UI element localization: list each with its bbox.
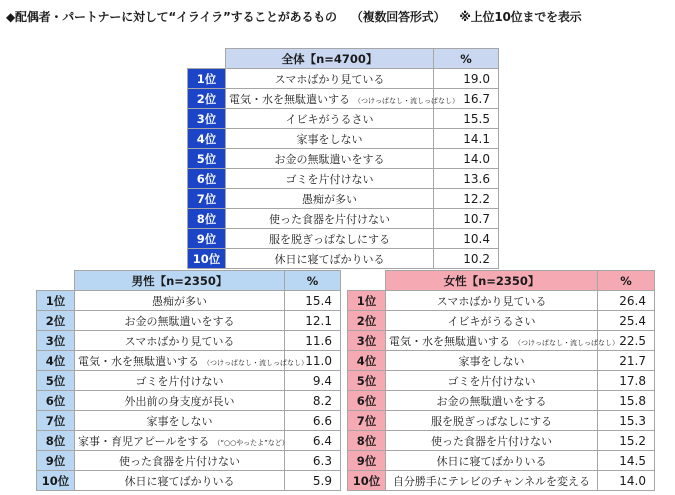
item-label: 使った食器を片付けない — [119, 454, 240, 468]
item-label: 服を脱ぎっぱなしにする — [431, 414, 552, 428]
rank-cell: 4位 — [188, 129, 226, 149]
value-cell: 12.1 — [285, 311, 341, 331]
item-label: ゴミを片付けない — [135, 374, 224, 388]
rank-cell: 5位 — [37, 371, 75, 391]
value-cell: 11.0 — [285, 351, 341, 371]
item-note: （つけっぱなし・流しっぱなし） — [203, 358, 308, 367]
table-row — [188, 109, 499, 129]
ranking-table-male — [36, 270, 341, 491]
item-label: お金の無駄遣いをする — [274, 152, 385, 166]
item-label: 使った食器を片付けない — [269, 212, 390, 226]
table-row — [37, 471, 341, 491]
table-row — [348, 331, 655, 351]
item-label: 愚痴が多い — [152, 294, 207, 308]
table-row — [188, 229, 499, 249]
header-label: 男性【n=2350】 — [75, 271, 285, 291]
rank-cell: 4位 — [348, 351, 386, 371]
table-row — [37, 351, 341, 371]
value-cell: 12.2 — [434, 189, 499, 209]
item-label: 電気・水を無駄遣いする — [229, 92, 350, 106]
item-label: ゴミを片付けない — [447, 374, 536, 388]
rank-cell: 3位 — [37, 331, 75, 351]
value-cell: 15.4 — [285, 291, 341, 311]
table-row — [348, 431, 655, 451]
item-cell — [75, 311, 285, 331]
header-spacer — [348, 271, 386, 291]
item-cell — [75, 331, 285, 351]
item-label: 自分勝手にテレビのチャンネルを変える — [392, 474, 591, 488]
table-row — [188, 69, 499, 89]
item-note: （つけっぱなし・流しっぱなし） — [514, 338, 619, 347]
item-label: お金の無駄遣いをする — [436, 394, 547, 408]
item-label: 休日に寝てばかりいる — [124, 474, 235, 488]
table-row — [37, 331, 341, 351]
rank-cell: 3位 — [348, 331, 386, 351]
item-cell — [386, 451, 598, 471]
item-label: 家事をしない — [146, 414, 213, 428]
header-value: % — [285, 271, 341, 291]
item-label: 休日に寝てばかりいる — [274, 252, 385, 266]
value-cell: 5.9 — [285, 471, 341, 491]
item-cell — [386, 331, 619, 351]
value-cell: 21.7 — [598, 351, 655, 371]
item-cell — [226, 209, 434, 229]
item-cell — [386, 391, 598, 411]
item-cell — [386, 411, 598, 431]
value-cell: 26.4 — [598, 291, 655, 311]
header-row — [37, 271, 341, 291]
ranking-table-all — [187, 48, 499, 269]
item-cell — [226, 189, 434, 209]
rank-cell: 1位 — [188, 69, 226, 89]
header-row — [188, 49, 499, 69]
item-cell — [75, 391, 285, 411]
item-cell — [75, 411, 285, 431]
table-row — [37, 451, 341, 471]
table-row — [188, 169, 499, 189]
item-cell — [386, 431, 598, 451]
item-cell — [226, 149, 434, 169]
chart-title — [6, 8, 581, 25]
table-row — [37, 311, 341, 331]
item-cell — [226, 169, 434, 189]
value-cell: 10.2 — [434, 249, 499, 269]
item-label: 電気・水を無駄遣いする — [78, 354, 199, 368]
item-cell — [75, 351, 308, 371]
table-row — [37, 411, 341, 431]
value-cell: 10.4 — [434, 229, 499, 249]
table-row — [188, 89, 499, 109]
table-body — [37, 271, 341, 491]
item-cell — [75, 431, 289, 451]
value-cell: 17.8 — [598, 371, 655, 391]
value-cell: 14.1 — [434, 129, 499, 149]
table-row — [188, 149, 499, 169]
rank-cell: 4位 — [37, 351, 75, 371]
item-cell — [226, 249, 434, 269]
rank-cell: 10位 — [188, 249, 226, 269]
value-cell: 14.0 — [434, 149, 499, 169]
item-cell — [75, 471, 285, 491]
item-label: 愚痴が多い — [302, 192, 357, 206]
rank-cell: 3位 — [188, 109, 226, 129]
item-cell — [226, 109, 434, 129]
rank-cell: 10位 — [348, 471, 386, 491]
rank-cell: 6位 — [188, 169, 226, 189]
rank-cell: 8位 — [37, 431, 75, 451]
table-row — [348, 411, 655, 431]
table-row — [37, 391, 341, 411]
value-cell: 16.7 — [434, 89, 499, 109]
table-row — [188, 209, 499, 229]
value-cell: 13.6 — [434, 169, 499, 189]
table-row — [348, 471, 655, 491]
rank-cell: 2位 — [37, 311, 75, 331]
table-row — [348, 351, 655, 371]
item-cell — [386, 311, 598, 331]
item-label: 服を脱ぎっぱなしにする — [269, 232, 390, 246]
rank-cell: 6位 — [348, 391, 386, 411]
rank-cell: 9位 — [348, 451, 386, 471]
item-label: スマホばかり見ている — [274, 72, 385, 86]
title-note: ※上位10位までを表示 — [459, 10, 582, 24]
rank-cell: 9位 — [37, 451, 75, 471]
item-cell — [386, 471, 598, 491]
item-label: 電気・水を無駄遣いする — [389, 334, 510, 348]
table-row — [37, 371, 341, 391]
table-row — [188, 189, 499, 209]
value-cell: 15.3 — [598, 411, 655, 431]
rank-cell: 1位 — [37, 291, 75, 311]
value-cell: 8.2 — [285, 391, 341, 411]
item-cell — [226, 129, 434, 149]
rank-cell: 6位 — [37, 391, 75, 411]
header-label: 全体【n=4700】 — [226, 49, 434, 69]
table-row — [348, 311, 655, 331]
item-label: お金の無駄遣いをする — [124, 314, 235, 328]
table-body — [188, 49, 499, 269]
value-cell: 6.4 — [285, 431, 341, 451]
rank-cell: 9位 — [188, 229, 226, 249]
value-cell: 11.6 — [285, 331, 341, 351]
header-value: % — [598, 271, 655, 291]
item-cell — [75, 291, 285, 311]
rank-cell: 8位 — [348, 431, 386, 451]
value-cell: 9.4 — [285, 371, 341, 391]
item-note: （つけっぱなし・流しっぱなし） — [354, 96, 459, 105]
table-row — [188, 249, 499, 269]
rank-cell: 10位 — [37, 471, 75, 491]
header-row — [348, 271, 655, 291]
table-row — [348, 291, 655, 311]
rank-cell: 5位 — [348, 371, 386, 391]
rank-cell: 1位 — [348, 291, 386, 311]
header-spacer — [188, 49, 226, 69]
rank-cell: 5位 — [188, 149, 226, 169]
title-paren: （複数回答形式） — [350, 10, 446, 24]
value-cell: 14.0 — [598, 471, 655, 491]
value-cell: 14.5 — [598, 451, 655, 471]
table-row — [37, 431, 341, 451]
item-label: イビキがうるさい — [447, 314, 536, 328]
value-cell: 10.7 — [434, 209, 499, 229]
item-cell — [386, 371, 598, 391]
item-cell — [226, 89, 459, 109]
item-cell — [226, 229, 434, 249]
rank-cell: 7位 — [37, 411, 75, 431]
table-row — [348, 451, 655, 471]
value-cell: 6.3 — [285, 451, 341, 471]
rank-cell: 7位 — [188, 189, 226, 209]
ranking-table-female — [347, 270, 655, 491]
value-cell: 15.5 — [434, 109, 499, 129]
item-label: 家事をしない — [296, 132, 363, 146]
item-cell — [386, 291, 598, 311]
value-cell: 25.4 — [598, 311, 655, 331]
value-cell: 15.8 — [598, 391, 655, 411]
item-note: （“○○やったよ”など） — [213, 438, 289, 447]
table-row — [348, 371, 655, 391]
rank-cell: 2位 — [188, 89, 226, 109]
item-label: スマホばかり見ている — [436, 294, 547, 308]
item-cell — [226, 69, 434, 89]
title-main: ◆配偶者・パートナーに対して“イライラ”することがあるもの — [6, 10, 337, 24]
header-value: % — [434, 49, 499, 69]
item-label: イビキがうるさい — [285, 112, 374, 126]
header-label: 女性【n=2350】 — [386, 271, 598, 291]
table-row — [37, 291, 341, 311]
table-row — [188, 129, 499, 149]
item-label: 使った食器を片付けない — [431, 434, 552, 448]
item-cell — [386, 351, 598, 371]
item-cell — [75, 371, 285, 391]
item-label: ゴミを片付けない — [285, 172, 374, 186]
table-body — [348, 271, 655, 491]
value-cell: 15.2 — [598, 431, 655, 451]
rank-cell: 7位 — [348, 411, 386, 431]
rank-cell: 2位 — [348, 311, 386, 331]
value-cell: 6.6 — [285, 411, 341, 431]
item-label: 家事・育児アピールをする — [78, 434, 210, 448]
item-cell — [75, 451, 285, 471]
value-cell: 19.0 — [434, 69, 499, 89]
item-label: スマホばかり見ている — [124, 334, 235, 348]
item-label: 家事をしない — [458, 354, 525, 368]
header-spacer — [37, 271, 75, 291]
rank-cell: 8位 — [188, 209, 226, 229]
value-cell: 22.5 — [598, 331, 655, 351]
item-label: 休日に寝てばかりいる — [436, 454, 547, 468]
item-label: 外出前の身支度が長い — [124, 394, 235, 408]
table-row — [348, 391, 655, 411]
